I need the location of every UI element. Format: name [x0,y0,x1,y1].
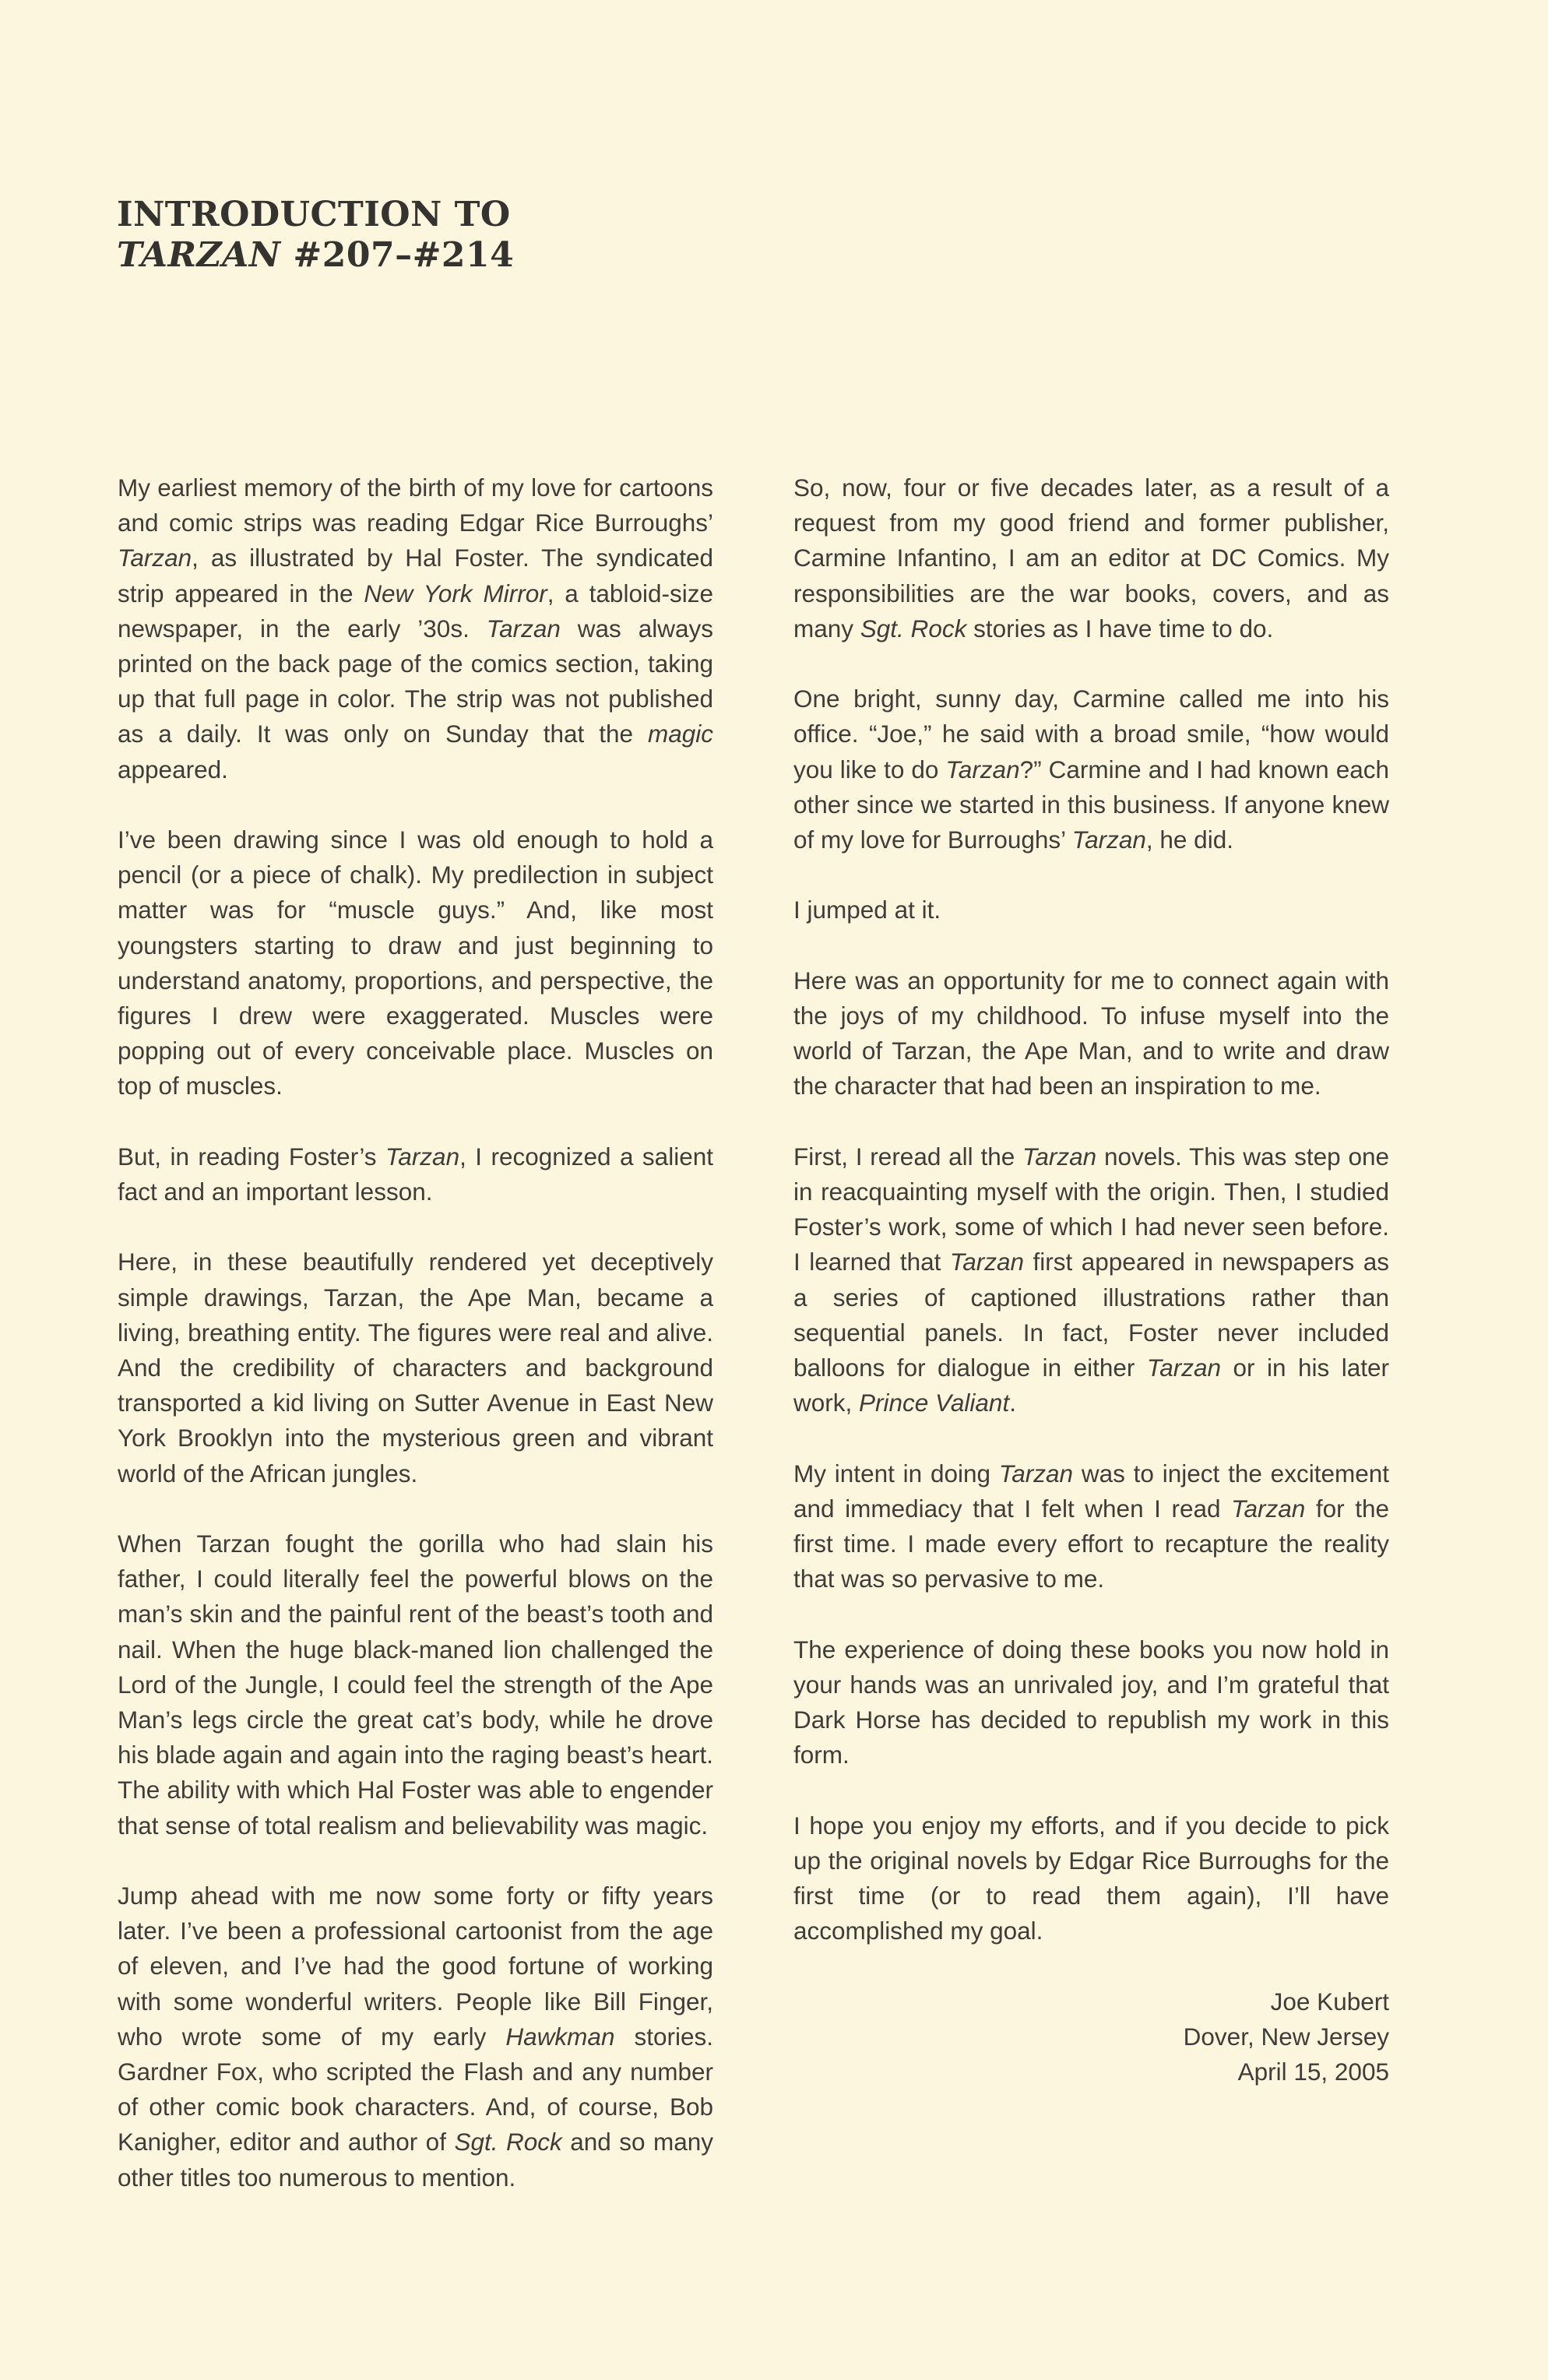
title-issue-range: #207–#214 [280,235,515,275]
paragraph: One bright, sunny day, Carmine called me into his office. “Joe,” he said with a broad smile, “how would you like to do Tarzan?” Carmine and I had known each other since we started in this business. If anyone knew of my love for Burroughs’ Tarzan, he did. [793,685,1389,854]
signature-block [793,1984,1389,2090]
page-title [117,195,818,276]
title-line-1: INTRODUCTION TO [117,195,511,234]
paragraph: When Tarzan fought the gorilla who had slain his father, I could literally feel the powerful blows on the man’s skin and the painful rent of the beast’s tooth and nail. When the huge black-maned lion challenged the Lord of the Jungle, I could feel the strength of the Ape Man’s legs circle the great cat’s body, while he drove his blade again and again into the raging beast’s heart. The ability with which Hal Foster was able to engender that sense of total realism and believability was magic. [118,1530,713,1840]
signature-date: April 15, 2005 [1237,2058,1389,2086]
paragraph: I’ve been drawing since I was old enough to hold a pencil (or a piece of chalk). My predilection in subject matter was for “muscle guys.” And, like most youngsters starting to draw and just beginning to understand anatomy, proportions, and perspective, the figures I drew were exaggerated. Muscles were popping out of every conceivable place. Muscles on top of muscles. [118,826,713,1100]
paragraph: The experience of doing these books you now hold in your hands was an unrivaled joy, and I’m grateful that Dark Horse has decided to republish my work in this form. [793,1635,1389,1769]
right-column [793,470,1389,2090]
left-column [118,470,713,2195]
paragraph: Here was an opportunity for me to connect again with the joys of my childhood. To infuse myself into the world of Tarzan, the Ape Man, and to write and draw the character that had been an inspiration to me. [793,966,1389,1100]
title-line-2 [117,235,818,276]
signature-place: Dover, New Jersey [1183,2022,1389,2051]
paragraph: I jumped at it. [793,896,941,924]
paragraph: My intent in doing Tarzan was to inject the excitement and immediacy that I felt when I read Tarzan for the first time. I made every effort to recapture the reality that was so pervasive to me. [793,1459,1389,1593]
signature-name: Joe Kubert [1270,1987,1389,2016]
title-tarzan: TARZAN [117,235,281,275]
paragraph: So, now, four or five decades later, as a result of a request from my good friend and former publisher, Carmine Infantino, I am an editor at DC Comics. My responsibilities are the war books, covers, and as many Sgt. Rock stories as I have time to do. [793,474,1389,643]
paragraph: I hope you enjoy my efforts, and if you decide to pick up the original novels by Edgar Rice Burroughs for the first time (or to read them again), I’ll have accomplished my goal. [793,1811,1389,1945]
paragraph: Jump ahead with me now some forty or fifty years later. I’ve been a professional cartoonist from the age of eleven, and I’ve had the good fortune of working with some wonderful writers. People like Bill Finger, who wrote some of my early Hawkman stories. Gardner Fox, who scripted the Flash and any number of other comic book characters. And, of course, Bob Kanigher, editor and author of Sgt. Rock and so many other titles too numerous to mention. [118,1882,714,2192]
paragraph: My earliest memory of the birth of my love for cartoons and comic strips was reading Edgar Rice Burroughs’ Tarzan, as illustrated by Hal Foster. The syndicated strip appeared in the New York Mirror, a tabloid-size newspaper, in the early ’30s. Tarzan was always printed on the back page of the comics section, taking up that full page in color. The strip was not published as a daily. It was only on Sunday that the magic appeared. [118,474,713,783]
paragraph: Here, in these beautifully rendered yet deceptively simple drawings, Tarzan, the Ape Man, became a living, breathing entity. The figures were real and alive. And the credibility of characters and background transported a kid living on Sutter Avenue in East New York Brooklyn into the mysterious green and vibrant world of the African jungles. [118,1248,713,1488]
paragraph: First, I reread all the Tarzan novels. This was step one in reacquainting myself with the origin. Then, I studied Foster’s work, some of which I had never seen before. I learned that Tarzan first appeared in newspapers as a series of captioned illustrations rather than sequential panels. In fact, Foster never included balloons for dialogue in either Tarzan or in his later work, Prince Valiant. [793,1142,1389,1417]
paragraph: But, in reading Foster’s Tarzan, I recognized a salient fact and an important lesson. [118,1142,713,1206]
